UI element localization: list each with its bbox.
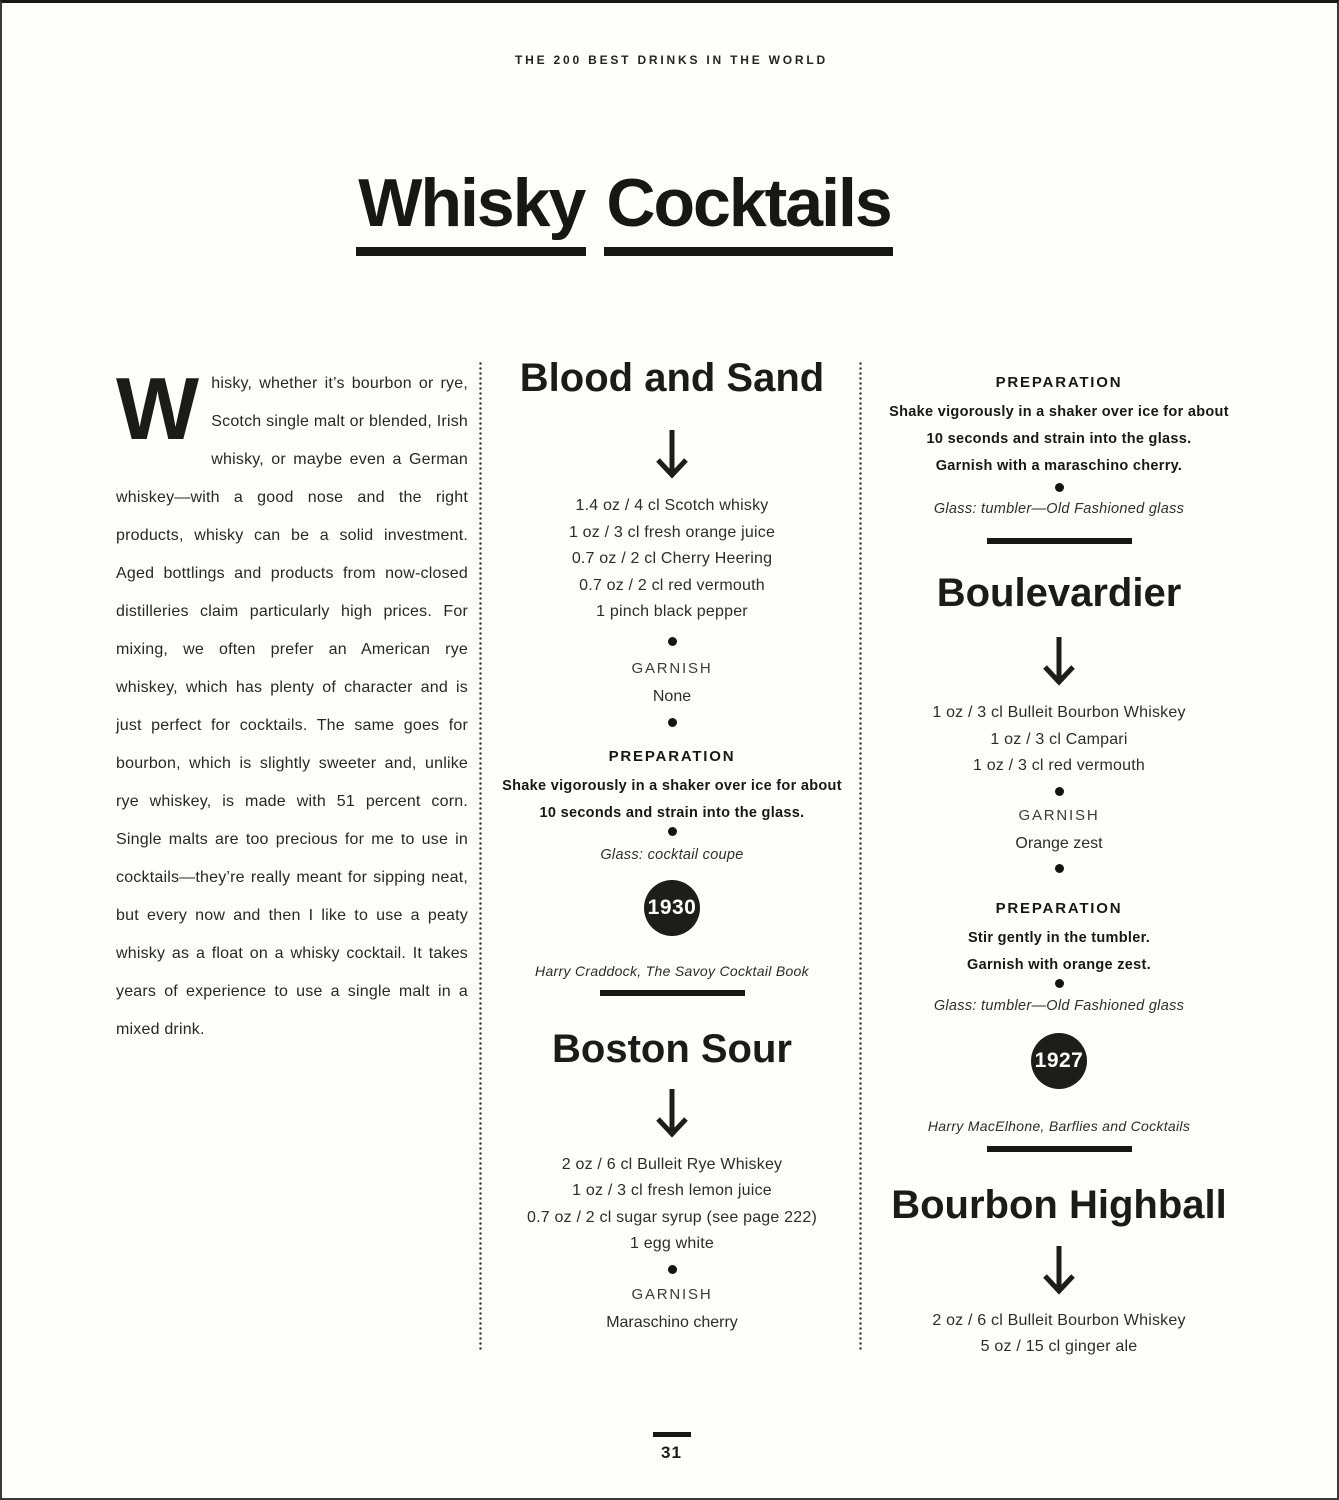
- page-title-word-cocktails: Cocktails: [604, 161, 892, 256]
- glass-note: Glass: cocktail coupe: [600, 846, 744, 863]
- ingredient-line: 1 oz / 3 cl fresh lemon juice: [572, 1182, 772, 1199]
- ingredient-line: 1 oz / 3 cl Campari: [990, 730, 1128, 748]
- separator-dot-icon: [1055, 787, 1064, 796]
- garnish-label: GARNISH: [631, 1285, 713, 1303]
- column-divider-dotted-right: [859, 361, 862, 1351]
- source-attribution: Harry Craddock, The Savoy Cocktail Book: [535, 962, 809, 979]
- preparation-label: PREPARATION: [608, 747, 736, 765]
- separator-dot-icon: [1055, 979, 1064, 988]
- garnish-label: GARNISH: [1018, 806, 1100, 824]
- ingredient-line: 0.7 oz / 2 cl Cherry Heering: [571, 550, 773, 567]
- ingredient-line: 0.7 oz / 2 cl red vermouth: [579, 576, 765, 594]
- intro-column: [116, 359, 468, 1049]
- ingredient-line: 0.7 oz / 2 cl sugar syrup (see page 222): [527, 1208, 817, 1226]
- preparation-line: Garnish with orange zest.: [967, 956, 1151, 973]
- preparation-line: Shake vigorously in a shaker over ice for about: [502, 777, 842, 794]
- down-arrow-icon: [1041, 636, 1077, 686]
- garnish-value: None: [652, 687, 692, 705]
- separator-dot-icon: [668, 1265, 677, 1274]
- down-arrow-icon: [654, 429, 690, 479]
- column-divider-dotted-left: [479, 361, 482, 1351]
- intro-text: hisky, whether it’s bourbon or rye, Scotch single malt or blended, Irish whisky, or maybe even a German whiskey—with a good nose and the right products, whisky can be a solid investment. Aged bottlings and products from now-closed distilleries claim particularly high prices. For mixing, we often prefer an American rye whiskey, which has plenty of character and is just perfect for cocktails. The same goes for bourbon, which is slightly sweeter and, unlike rye whiskey, is made with 51 percent corn. Single malts are too precious for me to use in cocktails—they’re really meant for sipping neat, but every now and then I like to use a peaty whisky as a float on a whisky cocktail. It takes years of experience to use a single malt in a mixed drink.: [116, 375, 468, 1038]
- intro-paragraph: [116, 359, 468, 1049]
- running-header: THE 200 BEST DRINKS IN THE WORLD: [515, 53, 828, 67]
- ingredient-line: 1 oz / 3 cl fresh orange juice: [568, 523, 776, 541]
- ingredient-line: 1 oz / 3 cl red vermouth: [973, 757, 1145, 774]
- separator-dot-icon: [668, 637, 677, 646]
- recipe-title-bourbon-highball: Bourbon Highball: [891, 1182, 1227, 1227]
- ingredient-line: 1 oz / 3 cl Bulleit Bourbon Whiskey: [932, 704, 1186, 721]
- ingredient-line: 1 pinch black pepper: [596, 603, 748, 620]
- page-title-word-whisky: Whisky: [356, 161, 586, 256]
- separator-dot-icon: [1055, 483, 1064, 492]
- down-arrow-icon: [1041, 1245, 1077, 1295]
- ingredient-line: 2 oz / 6 cl Bulleit Rye Whiskey: [561, 1155, 783, 1173]
- year-badge: 1930: [644, 880, 700, 936]
- page-number: 31: [661, 1443, 682, 1462]
- middle-column: [494, 355, 850, 1335]
- recipe-title-blood-and-sand: Blood and Sand: [519, 356, 825, 400]
- preparation-label: PREPARATION: [995, 899, 1123, 917]
- recipe-title-boston-sour: Boston Sour: [552, 1026, 792, 1071]
- recipe-title-boulevardier: Boulevardier: [936, 571, 1182, 615]
- footer-rule: [653, 1432, 691, 1437]
- separator-dot-icon: [1055, 864, 1064, 873]
- down-arrow-icon: [654, 1088, 690, 1138]
- preparation-label: PREPARATION: [995, 374, 1123, 391]
- separator-dot-icon: [668, 827, 677, 836]
- glass-note: Glass: tumbler—Old Fashioned glass: [933, 997, 1185, 1014]
- preparation-line: Garnish with a maraschino cherry.: [935, 458, 1183, 474]
- ingredient-line: 2 oz / 6 cl Bulleit Bourbon Whiskey: [932, 1311, 1186, 1329]
- right-column: [881, 365, 1237, 1361]
- separator-dot-icon: [668, 718, 677, 727]
- section-divider-rule: [987, 538, 1132, 544]
- glass-note: Glass: tumbler—Old Fashioned glass: [933, 501, 1185, 517]
- source-attribution: Harry MacElhone, Barflies and Cocktails: [927, 1117, 1191, 1134]
- dropcap-letter: W: [116, 359, 200, 458]
- year-badge: 1927: [1031, 1033, 1087, 1089]
- ingredient-line: 1.4 oz / 4 cl Scotch whisky: [575, 497, 769, 514]
- preparation-line: 10 seconds and strain into the glass.: [926, 431, 1192, 447]
- ingredient-line: 1 egg white: [629, 1235, 715, 1252]
- page-title: [2, 161, 1247, 256]
- section-divider-rule: [987, 1146, 1132, 1152]
- preparation-line: 10 seconds and strain into the glass.: [539, 804, 805, 821]
- garnish-label: GARNISH: [631, 659, 713, 677]
- preparation-line: Stir gently in the tumbler.: [967, 929, 1151, 946]
- garnish-value: Maraschino cherry: [606, 1313, 738, 1331]
- ingredient-line: 5 oz / 15 cl ginger ale: [980, 1338, 1138, 1355]
- preparation-line: Shake vigorously in a shaker over ice for about: [889, 404, 1229, 420]
- garnish-value: Orange zest: [1015, 834, 1103, 852]
- section-divider-rule: [600, 990, 745, 996]
